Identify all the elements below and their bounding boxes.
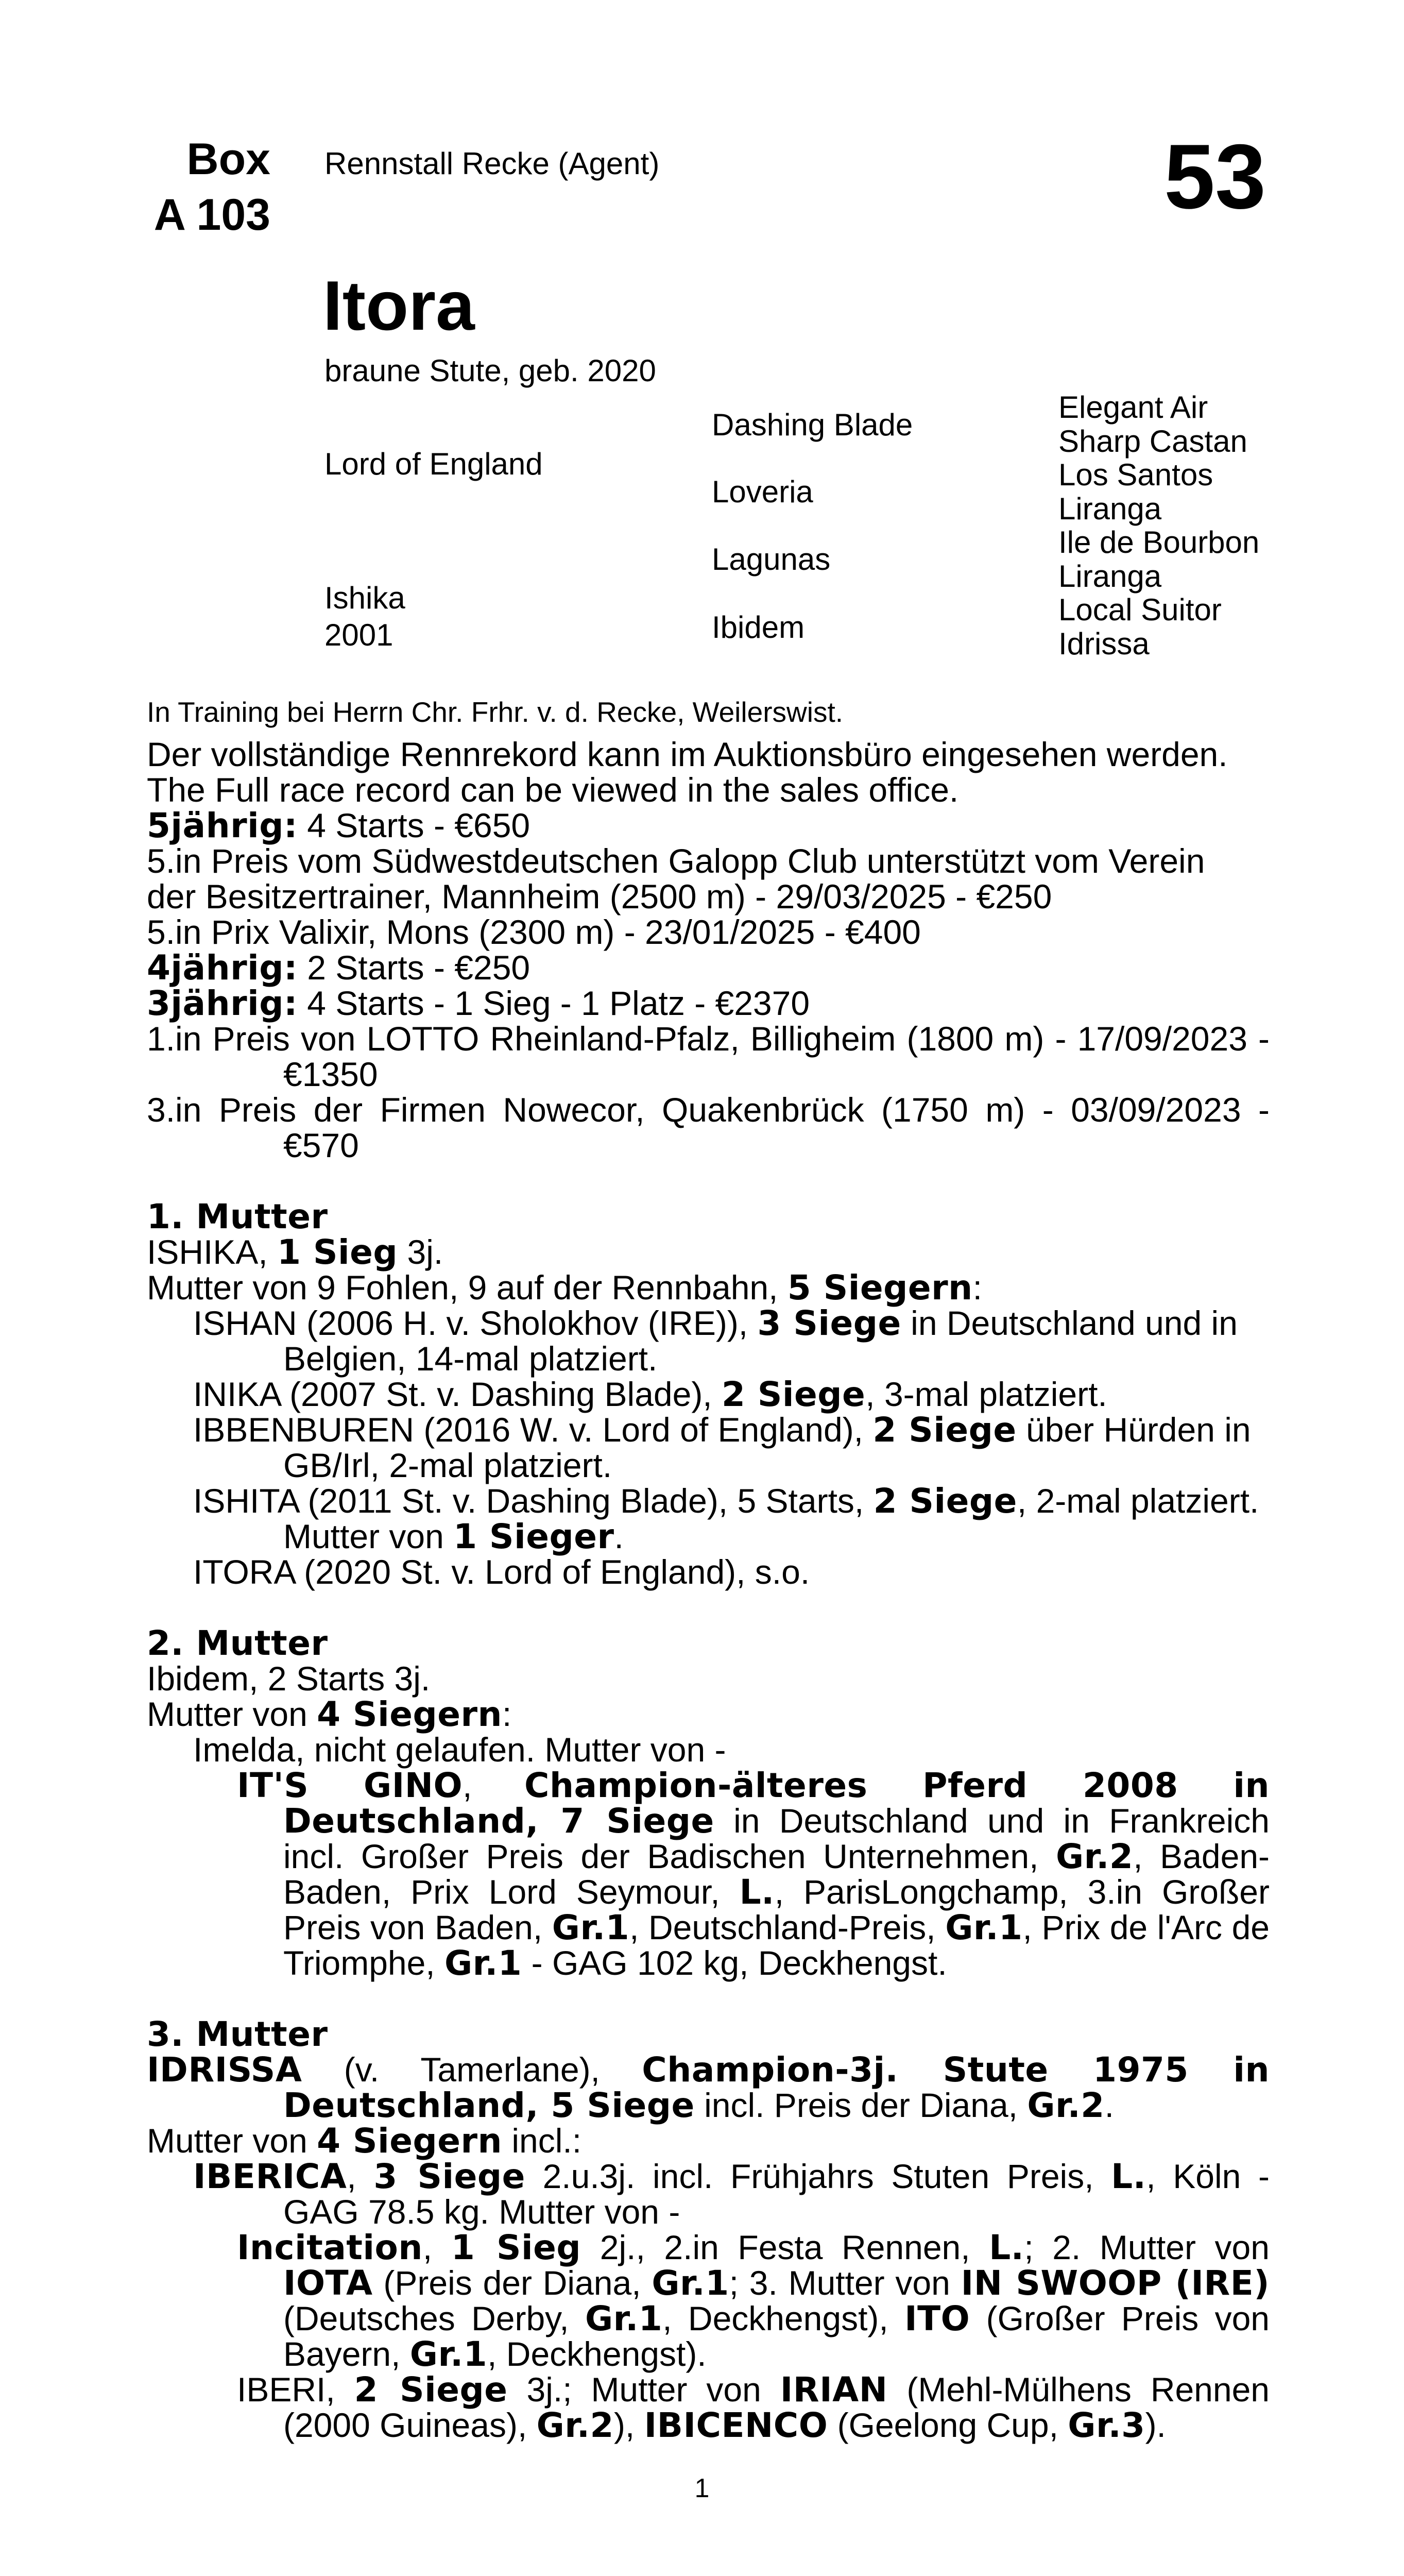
pedigree-sire-sire: Dashing Blade (712, 408, 913, 442)
race-result: 1.in Preis von LOTTO Rheinland-Pfalz, Billigheim (1800 m) - 17/09/2023 - €1350 (147, 1020, 1270, 1093)
pedigree-dam-dam: Ibidem (712, 610, 805, 645)
text: ; 2. Mutter von (1024, 2228, 1270, 2266)
dam1-produce-text: Mutter von 9 Fohlen, 9 auf der Rennbahn, (147, 1268, 787, 1307)
horse-name-bold: IOTA (283, 2263, 373, 2303)
dam3-line (147, 2052, 1270, 2123)
racing-4yo (147, 950, 1270, 986)
race-result-cont: der Besitzertrainer, Mannheim (2500 m) - 29/03/2025 - €250 (147, 877, 1052, 916)
grade-badge: Gr.2 (1055, 1837, 1134, 1876)
dam3-produce-text: Mutter von (147, 2122, 317, 2160)
dam3-produce-incl: incl.: (502, 2122, 582, 2160)
offspring-wins: 2 Siege (721, 1375, 866, 1414)
offspring-text: Mutter von (283, 1517, 454, 1555)
champion-text: Champion-älteres Pferd 2008 in Deutschland, 7 Siege (283, 1766, 1270, 1841)
pedigree-g3-2: Sharp Castan (1058, 424, 1247, 459)
dam1-name: ISHIKA, (147, 1233, 278, 1271)
racing-3yo-label: 3jährig: (147, 984, 298, 1023)
racing-3yo-summary: 4 Starts - 1 Sieg - 1 Platz - €2370 (297, 984, 810, 1022)
text: , Deckhengst), (662, 2299, 905, 2337)
race-result: 3.in Preis der Firmen Nowecor, Quakenbrück (1750 m) - 03/09/2023 - €570 (147, 1091, 1270, 1164)
dam1-line (147, 1234, 1270, 1270)
pedigree-g3-6: Liranga (1058, 559, 1162, 594)
dam2-produce-winners: 4 Siegern (317, 1694, 503, 1734)
text: (Großer Preis von Bayern, (283, 2299, 1270, 2373)
text: (v. Tamerlane), (302, 2050, 642, 2089)
text: - GAG 102 kg, Deckhengst. (522, 1944, 947, 1982)
offspring-wins: 3 Siege (373, 2157, 525, 2196)
offspring-text: , 2-mal platziert. (1017, 1482, 1259, 1520)
race-result: 5.in Preis vom Südwestdeutschen Galopp Club unterstützt vom Verein (147, 842, 1205, 880)
pedigree-g3-7: Local Suitor (1058, 592, 1222, 627)
dam3-produce (147, 2123, 1270, 2159)
text: 2j., 2.in Festa Rennen, (581, 2228, 989, 2266)
offspring-entry: Imelda, nicht gelaufen. Mutter von - (193, 1731, 726, 1769)
lot-number: 53 (1164, 125, 1266, 228)
racing-4yo-label: 4jährig: (147, 948, 298, 988)
text: , ParisLongchamp, 3.in Großer Preis von Baden, (283, 1873, 1270, 1946)
text: , Köln - GAG 78.5 kg. Mutter von - (283, 2157, 1270, 2231)
offspring-wins: 1 Sieg (451, 2228, 581, 2267)
pedigree-dam: Ishika (324, 581, 405, 615)
text: ; 3. Mutter von (729, 2264, 961, 2302)
box-number: A 103 (153, 190, 270, 240)
racing-5yo (147, 808, 1270, 843)
offspring-wins: 2 Siege (872, 1410, 1017, 1450)
horse-name-bold: ITO (904, 2299, 970, 2338)
record-note-en: The Full race record can be viewed in the sales office. (147, 771, 959, 809)
horse-name-bold: IN SWOOP (IRE) (961, 2263, 1270, 2303)
box-label: Box (186, 134, 270, 184)
dam2-produce-colon: : (502, 1695, 512, 1733)
dam1-produce-colon: : (972, 1268, 983, 1307)
dam3-heading: 3. Mutter (147, 2014, 328, 2054)
text: , Deutschland-Preis, (629, 1908, 946, 1946)
offspring-text: INIKA (2007 St. v. Dashing Blade), (193, 1375, 722, 1413)
offspring-wins: 2 Siege (354, 2370, 508, 2410)
training-note: In Training bei Herrn Chr. Frhr. v. d. Recke, Weilerswist. (147, 696, 844, 728)
dam3-name: IDRISSA (147, 2050, 302, 2090)
grade-badge: L. (1111, 2157, 1146, 2196)
grade-badge: Gr.1 (552, 1908, 630, 1947)
grand-offspring-entry (147, 2230, 1270, 2372)
pedigree-g3-1: Elegant Air (1058, 390, 1208, 425)
text: , (347, 2157, 374, 2195)
champion-text: Champion-3j. Stute 1975 in Deutschland, 5 Siege (283, 2050, 1270, 2125)
text: , Baden-Baden, Prix Lord Seymour, (283, 1837, 1270, 1911)
grade-badge: Gr.1 (945, 1908, 1023, 1947)
grand-offspring-entry (147, 2372, 1270, 2443)
racing-5yo-summary: 4 Starts - €650 (297, 806, 530, 844)
offspring-wins: 2 Siege (873, 1481, 1017, 1521)
offspring-entry (147, 1483, 1270, 1519)
text: ), (613, 2406, 644, 2444)
pedigree-g3-3: Los Santos (1058, 457, 1213, 492)
text: (Mehl-Mülhens Rennen (2000 Guineas), (283, 2370, 1270, 2444)
dam2-heading: 2. Mutter (147, 1623, 328, 1663)
offspring-text: in Deutschland und in Belgien, 14-mal platziert. (283, 1304, 1238, 1378)
pedigree-sire: Lord of England (324, 447, 543, 481)
grade-badge: Gr.2 (536, 2405, 614, 2445)
offspring-entry: ITORA (2020 St. v. Lord of England), s.o. (193, 1553, 810, 1591)
racing-3yo (147, 986, 1270, 1021)
offspring-text: über Hürden in GB/Irl, 2-mal platziert. (283, 1411, 1251, 1484)
dam2-produce-text: Mutter von (147, 1695, 317, 1733)
horse-name-bold: IBERICA (193, 2157, 347, 2196)
text: . (1104, 2086, 1115, 2124)
text: (Geelong Cup, (828, 2406, 1068, 2444)
offspring-text: ISHITA (2011 St. v. Dashing Blade), 5 Starts, (193, 1482, 874, 1520)
offspring-text: . (614, 1517, 624, 1555)
text: IBERI, (237, 2370, 354, 2409)
racing-4yo-summary: 2 Starts - €250 (297, 948, 530, 987)
dam2-line: Ibidem, 2 Starts 3j. (147, 1659, 431, 1698)
text: 2.u.3j. incl. Frühjahrs Stuten Preis, (525, 2157, 1111, 2195)
consignor: Rennstall Recke (Agent) (324, 146, 660, 181)
race-record-body (147, 737, 1270, 2443)
horse-name-bold: Incitation (237, 2228, 423, 2267)
pedigree-dam-sire: Lagunas (712, 542, 831, 577)
horse-name: Itora (323, 266, 475, 345)
race-result: 5.in Prix Valixir, Mons (2300 m) - 23/01/2025 - €400 (147, 913, 921, 951)
pedigree-g3-8: Idrissa (1058, 626, 1150, 661)
dam1-produce-winners: 5 Siegern (787, 1268, 973, 1308)
dam3-produce-winners: 4 Siegern (317, 2121, 503, 2161)
offspring-text: , 3-mal platziert. (865, 1375, 1107, 1413)
horse-name-bold: IT'S GINO (237, 1766, 463, 1805)
page-number: 1 (694, 2473, 710, 2503)
dam1-wins: 1 Sieg (277, 1232, 398, 1272)
grade-badge: Gr.1 (585, 2299, 663, 2338)
pedigree-g3-4: Liranga (1058, 492, 1162, 526)
racing-5yo-label: 5jährig: (147, 806, 298, 845)
offspring-entry (147, 2159, 1270, 2230)
text: , Prix de l'Arc de Triomphe, (283, 1908, 1270, 1982)
grand-offspring-entry (147, 1768, 1270, 1981)
horse-name-bold: IBICENCO (644, 2405, 828, 2445)
offspring-text: ISHAN (2006 H. v. Sholokhov (IRE)), (193, 1304, 758, 1342)
dam2-produce (147, 1694, 1270, 1734)
offspring-wins: 3 Siege (757, 1303, 901, 1343)
text: 3j.; Mutter von (507, 2370, 780, 2409)
text: , (463, 1766, 525, 1804)
text: , Deckhengst). (487, 2335, 707, 2373)
offspring-wins: 1 Sieger (453, 1517, 614, 1556)
grade-badge: Gr.1 (409, 2334, 488, 2374)
text: (Preis der Diana, (372, 2264, 652, 2302)
grade-badge: L. (739, 1872, 775, 1912)
dam1-age: 3j. (398, 1233, 443, 1271)
grade-badge: L. (989, 2228, 1024, 2267)
text: (Deutsches Derby, (283, 2299, 585, 2337)
offspring-entry (147, 1412, 1270, 1483)
text: ). (1145, 2406, 1166, 2444)
text: , (422, 2228, 451, 2266)
pedigree-sire-dam: Loveria (712, 474, 813, 509)
text: in Deutschland und in Frankreich incl. Großer Preis der Badischen Unternehmen, (283, 1802, 1270, 1875)
record-note-de: Der vollständige Rennrekord kann im Auktionsbüro eingesehen werden. (147, 735, 1228, 773)
grade-badge: Gr.1 (444, 1943, 522, 1983)
offspring-entry (147, 1303, 1270, 1378)
grade-badge: Gr.1 (652, 2263, 729, 2303)
grade-badge: Gr.3 (1068, 2405, 1145, 2445)
offspring-entry (147, 1377, 1270, 1412)
offspring-sub (147, 1519, 1270, 1554)
offspring-text: IBBENBUREN (2016 W. v. Lord of England), (193, 1411, 873, 1449)
horse-description: braune Stute, geb. 2020 (324, 353, 656, 388)
horse-name-bold: IRIAN (780, 2370, 888, 2410)
pedigree-g3-5: Ile de Bourbon (1058, 525, 1260, 560)
text: incl. Preis der Diana, (694, 2086, 1028, 2124)
dam1-produce (147, 1270, 1270, 1306)
grade-badge: Gr.2 (1027, 2086, 1105, 2125)
dam1-heading: 1. Mutter (147, 1197, 328, 1236)
pedigree-dam-year: 2001 (324, 618, 393, 652)
